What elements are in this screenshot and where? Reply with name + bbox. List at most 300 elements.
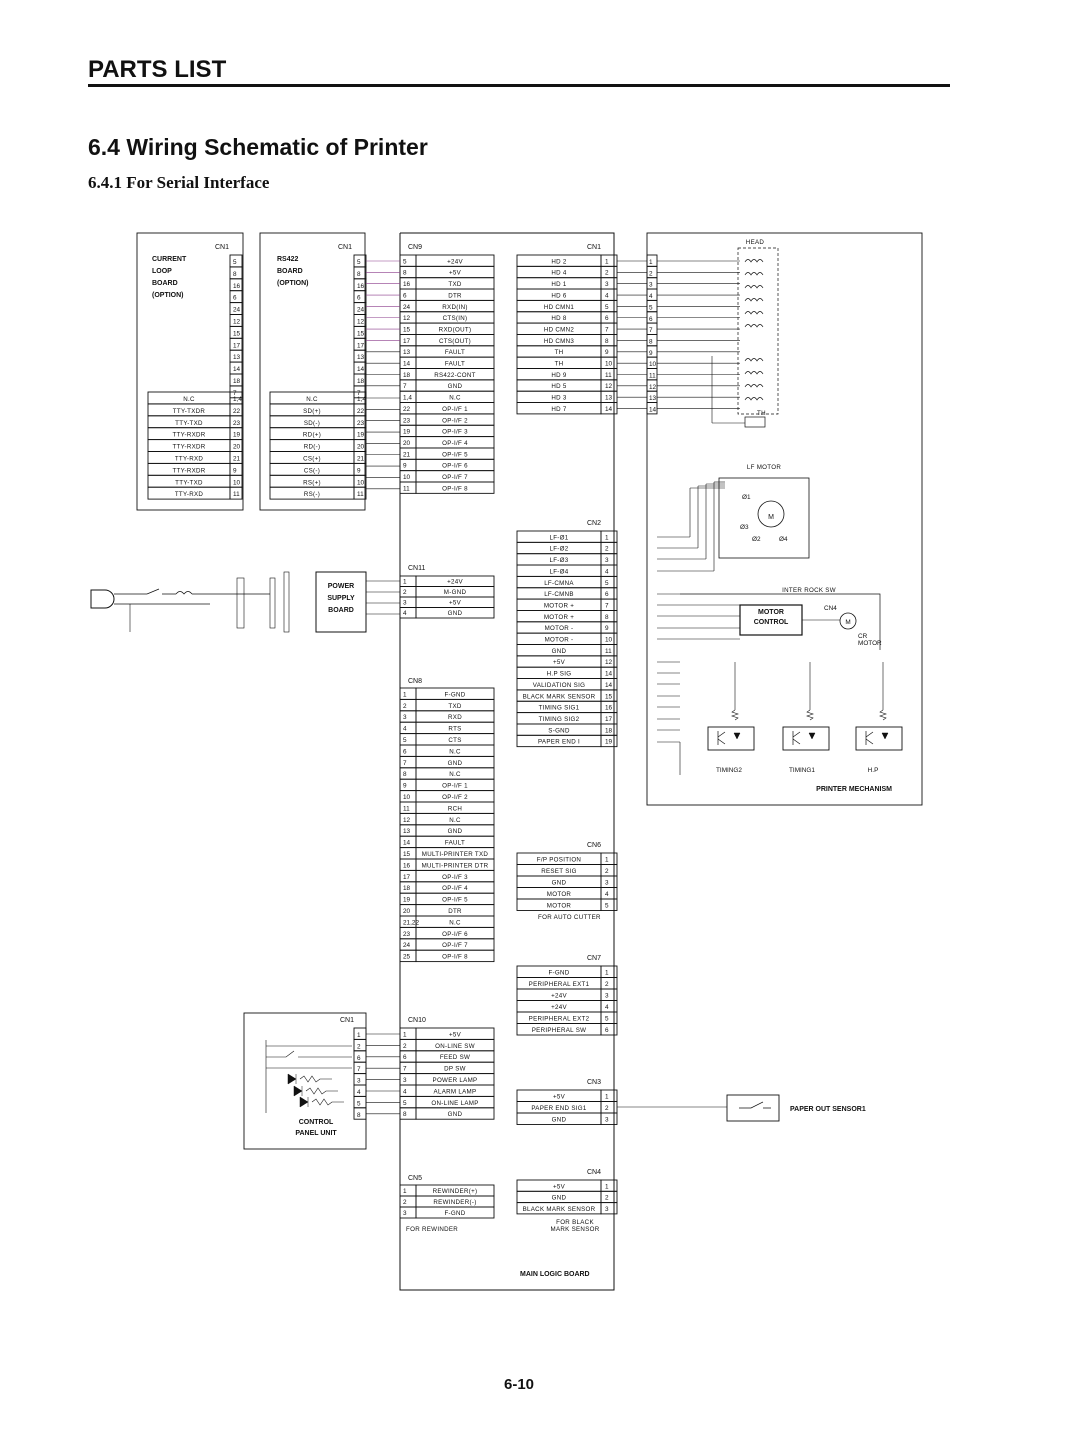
pin-number: 13 xyxy=(403,828,411,836)
pin-number: 10 xyxy=(403,794,411,801)
signal-label: M-GND xyxy=(443,589,467,596)
pin-cell xyxy=(601,1024,617,1036)
pin-cell xyxy=(601,334,617,345)
rs422-cn1-label: CN1 xyxy=(338,244,353,251)
signal-label: OP-I/F 7 xyxy=(442,474,468,481)
pin-number: 5 xyxy=(233,259,237,266)
pin-number: 21 xyxy=(357,455,365,463)
signal-label: F-GND xyxy=(444,1210,466,1217)
pin-number: 19 xyxy=(403,428,411,436)
control-panel-label: PANEL UNIT xyxy=(295,1130,337,1137)
pin-number: 1 xyxy=(403,691,407,699)
pin-cell xyxy=(601,346,617,357)
pin-number: 12 xyxy=(233,318,241,326)
signal-label: VALIDATION SIG xyxy=(532,681,586,689)
signal-label: MOTOR - xyxy=(544,636,574,644)
pin-number: 14 xyxy=(605,670,613,678)
pin-number: 4 xyxy=(649,293,653,301)
printer-mechanism-outline xyxy=(647,233,922,805)
heating-element xyxy=(745,398,763,401)
signal-label: HD 9 xyxy=(551,371,567,379)
signal-label: +5V xyxy=(448,599,462,607)
signal-label: MULTI-PRINTER DTR xyxy=(421,862,489,870)
cr-motor-label: CR xyxy=(858,633,868,640)
pin-number: 9 xyxy=(649,349,653,357)
signal-label: POWER LAMP xyxy=(432,1077,478,1084)
signal-label: F/P POSITION xyxy=(536,856,582,864)
signal-label: N.C xyxy=(183,396,195,403)
lf-motor-box xyxy=(719,478,809,558)
signal-label: FAULT xyxy=(444,360,466,368)
power-supply-label: SUPPLY xyxy=(327,595,355,602)
signal-label: RCH xyxy=(447,805,463,813)
pin-number: 7 xyxy=(403,759,407,767)
signal-label: MOTOR + xyxy=(543,602,575,610)
pin-number: 18 xyxy=(403,371,411,379)
signal-label: DTR xyxy=(448,292,462,300)
pin-number: 18 xyxy=(605,727,613,735)
pin-number: 6 xyxy=(605,1027,609,1034)
signal-label: HD 5 xyxy=(551,383,567,391)
pin-cell xyxy=(601,1102,617,1114)
pin-number: 7 xyxy=(357,389,361,397)
signal-label: SD(-) xyxy=(303,419,321,427)
cn4-note: FOR BLACK xyxy=(556,1219,594,1226)
motor-control-label: CONTROL xyxy=(753,619,789,626)
signal-label: HD 6 xyxy=(551,292,567,300)
pin-number: 24 xyxy=(233,306,241,314)
pin-number: 10 xyxy=(605,360,613,368)
pin-number: 14 xyxy=(605,681,613,689)
signal-label: RD(-) xyxy=(303,443,321,451)
power-supply-board xyxy=(316,572,366,632)
pin-number: 2 xyxy=(605,868,609,875)
head-dashed-box xyxy=(738,248,778,414)
pin-cell xyxy=(601,1001,617,1013)
signal-label: RTS xyxy=(448,725,462,733)
power-supply-label: BOARD xyxy=(328,607,354,614)
pin-number: 7 xyxy=(403,1065,407,1073)
pin-number: 8 xyxy=(605,337,609,345)
cr-cn4-label: CN4 xyxy=(824,605,837,612)
signal-label: LF-CMNB xyxy=(544,591,574,599)
signal-label: GND xyxy=(551,647,567,655)
current-loop-board-label: (OPTION) xyxy=(152,292,184,299)
pin-number: 2 xyxy=(605,269,609,277)
pin-number: 4 xyxy=(605,568,609,576)
pin-number: 19 xyxy=(403,896,411,904)
timing1-label: TIMING1 xyxy=(789,767,815,774)
pin-cell xyxy=(601,888,617,900)
signal-label: H.P SIG xyxy=(546,670,572,678)
signal-label: PAPER END SIG1 xyxy=(531,1105,587,1112)
pin-number: 12 xyxy=(605,659,613,667)
section-header: PARTS LIST xyxy=(88,56,227,83)
pin-number: 2 xyxy=(649,270,653,278)
pin-number: 14 xyxy=(233,366,241,374)
pin-number: 20 xyxy=(403,908,411,915)
signal-label: OP-I/F 3 xyxy=(442,428,468,436)
pin-number: 5 xyxy=(403,737,407,744)
signal-label: PERIPHERAL EXT2 xyxy=(528,1015,590,1023)
signal-label: +24V xyxy=(551,992,567,1000)
switch-symbol xyxy=(739,1102,771,1108)
pin-number: 9 xyxy=(403,782,407,790)
pin-number: 13 xyxy=(605,394,613,402)
pin-number: 21 xyxy=(403,451,411,459)
pin-number: 6 xyxy=(403,748,407,756)
fuse-symbol xyxy=(176,592,192,595)
signal-label: RS(-) xyxy=(303,491,321,499)
pin-number: 10 xyxy=(357,479,365,487)
page-number: 6-10 xyxy=(504,1376,535,1393)
filter-capacitor xyxy=(237,578,244,628)
signal-label: RXD(IN) xyxy=(442,303,468,311)
signal-label: OP-I/F 8 xyxy=(442,485,468,493)
pin-number: 17 xyxy=(403,337,411,345)
signal-label: N.C xyxy=(449,816,461,824)
pin-cell xyxy=(601,599,617,610)
signal-label: OP-I/F 5 xyxy=(442,451,468,459)
pin-cell xyxy=(601,565,617,576)
signal-label: PERIPHERAL EXT1 xyxy=(528,981,590,988)
pin-number: 3 xyxy=(605,1205,609,1213)
signal-label: TTY-TXDR xyxy=(172,407,206,415)
signal-label: RXD xyxy=(448,714,462,722)
pin-number: 5 xyxy=(649,304,653,312)
pin-number: 4 xyxy=(403,1088,407,1096)
led-symbol xyxy=(882,733,888,739)
photo-interrupter xyxy=(856,727,902,750)
pin-number: 8 xyxy=(357,270,361,278)
cn7-label: CN7 xyxy=(587,955,602,962)
pin-number: 9 xyxy=(233,467,237,475)
pin-number: 11 xyxy=(403,485,410,493)
pin-number: 6 xyxy=(357,294,361,302)
pin-number: 16 xyxy=(233,282,241,290)
rs422-board-label: (OPTION) xyxy=(277,280,309,287)
pin-number: 14 xyxy=(403,839,411,847)
heating-element xyxy=(745,312,763,315)
heating-element xyxy=(745,299,763,302)
pin-number: 9 xyxy=(403,462,407,470)
heating-element xyxy=(745,273,763,276)
signal-label: N.C xyxy=(449,771,461,779)
signal-label: OP-I/F 1 xyxy=(442,405,468,413)
page-subtitle: 6.4.1 For Serial Interface xyxy=(88,173,270,192)
signal-label: RXD(OUT) xyxy=(438,326,472,334)
signal-label: +5V xyxy=(552,659,566,667)
cn2-label: CN2 xyxy=(587,520,602,527)
pin-number: 7 xyxy=(233,389,237,397)
current-loop-cn1-label: CN1 xyxy=(215,244,230,251)
signal-label: TTY-RXDR xyxy=(172,443,206,451)
pin-cell xyxy=(601,554,617,565)
cn8-label: CN8 xyxy=(408,678,423,685)
signal-label: RS422-CONT xyxy=(434,371,476,379)
lamp-resistor-symbol xyxy=(306,1088,338,1094)
pin-number: 7 xyxy=(357,1066,361,1074)
pin-cell xyxy=(601,865,617,877)
pin-number: 11 xyxy=(605,371,612,379)
signal-label: ON-LINE LAMP xyxy=(431,1099,479,1107)
signal-label: REWINDER(-) xyxy=(433,1199,477,1206)
pin-number: 6 xyxy=(357,1054,361,1062)
pin-number: 4 xyxy=(605,891,609,898)
pin-cell xyxy=(601,899,617,911)
lf-motor-label: LF MOTOR xyxy=(746,464,782,471)
pin-number: 12 xyxy=(357,318,365,326)
pin-number: 5 xyxy=(605,579,609,587)
pin-cell xyxy=(601,300,617,311)
pin-number: 3 xyxy=(605,557,609,565)
pin-number: 10 xyxy=(605,636,613,644)
pin-number: 6 xyxy=(605,591,609,599)
heating-element xyxy=(745,325,763,328)
pin-cell xyxy=(601,622,617,633)
ac-plug-symbol xyxy=(91,590,114,608)
signal-label: TIMING SIG1 xyxy=(538,704,580,712)
signal-label: GND xyxy=(551,1116,567,1124)
pin-number: 3 xyxy=(649,281,653,289)
pin-number: 18 xyxy=(357,378,365,385)
signal-label: OP-I/F 3 xyxy=(442,873,468,881)
signal-label: N.C xyxy=(449,748,461,756)
signal-label: CTS xyxy=(448,737,462,744)
signal-label: LF-Ø4 xyxy=(549,568,569,576)
cn11-label: CN11 xyxy=(408,565,426,572)
signal-label: CS(+) xyxy=(303,455,321,463)
interlock-switch-label: INTER ROCK SW xyxy=(782,587,836,594)
cn10-label: CN10 xyxy=(408,1017,426,1024)
signal-label: HD 2 xyxy=(551,258,567,266)
led-symbol xyxy=(734,733,740,739)
pin-number: 7 xyxy=(649,327,653,335)
signal-label: ON-LINE SW xyxy=(435,1042,475,1050)
signal-label: MOTOR xyxy=(546,902,572,910)
lamp-led-symbol xyxy=(300,1097,308,1107)
pin-number: 1 xyxy=(605,258,609,266)
lamp-resistor-symbol xyxy=(300,1076,332,1082)
signal-label: PERIPHERAL SW xyxy=(531,1027,587,1034)
pin-number: 18 xyxy=(233,378,241,385)
signal-label: REWINDER(+) xyxy=(432,1188,478,1195)
pin-number: 2 xyxy=(403,1199,407,1206)
signal-label: HD 1 xyxy=(551,281,567,289)
heating-element xyxy=(745,372,763,375)
heating-element xyxy=(745,359,763,362)
pin-number: 23 xyxy=(233,419,241,427)
pin-number: 11 xyxy=(605,647,612,655)
cn6-note: FOR AUTO CUTTER xyxy=(538,914,601,921)
transformer-core xyxy=(270,578,275,628)
pin-cell xyxy=(601,989,617,1001)
pin-cell xyxy=(601,531,617,542)
pin-cell xyxy=(601,1203,617,1214)
signal-label: OP-I/F 7 xyxy=(442,942,468,950)
pin-number: 1 xyxy=(605,1093,609,1101)
pin-number: 3 xyxy=(403,1210,407,1217)
pin-number: 6 xyxy=(403,292,407,300)
pin-number: 12 xyxy=(403,315,411,323)
pin-number: 15 xyxy=(233,330,241,338)
pin-number: 17 xyxy=(403,873,411,881)
pin-number: 10 xyxy=(649,361,657,369)
pin-number: 8 xyxy=(403,1111,407,1119)
signal-label: GND xyxy=(551,1194,567,1202)
signal-label: CTS(OUT) xyxy=(439,337,471,345)
pin-number: 7 xyxy=(605,602,609,610)
motor-control-label: MOTOR xyxy=(758,609,784,616)
control-panel-label: CONTROL xyxy=(298,1119,334,1126)
pin-number: 1,4 xyxy=(233,396,242,403)
pin-number: 6 xyxy=(605,315,609,323)
heating-element xyxy=(745,385,763,388)
pin-number: 3 xyxy=(605,879,609,887)
pin-number: 1 xyxy=(605,856,609,864)
signal-label: ALARM LAMP xyxy=(433,1088,477,1096)
signal-label: HD CMN3 xyxy=(543,337,575,345)
paper-out-sensor-box xyxy=(727,1095,779,1121)
signal-label: RS(+) xyxy=(303,479,321,487)
signal-label: HD 4 xyxy=(551,269,567,277)
pin-number: 5 xyxy=(605,902,609,910)
signal-label: TXD xyxy=(448,702,462,710)
pin-number: 8 xyxy=(403,269,407,277)
signal-label: +5V xyxy=(448,1031,462,1039)
signal-label: N.C xyxy=(449,394,461,402)
pin-number: 8 xyxy=(403,771,407,779)
pin-cell xyxy=(601,278,617,289)
signal-label: RD(+) xyxy=(302,431,322,439)
pin-cell xyxy=(601,588,617,599)
pin-number: 14 xyxy=(357,366,365,374)
signal-label: DTR xyxy=(448,908,462,915)
pin-number: 2 xyxy=(605,1194,609,1202)
signal-label: HD CMN2 xyxy=(543,326,575,334)
pin-number: 6 xyxy=(403,1054,407,1062)
pin-number: 15 xyxy=(357,330,365,338)
pin-number: 13 xyxy=(403,349,411,357)
pin-number: 23 xyxy=(403,417,411,425)
pin-number: 12 xyxy=(403,816,411,824)
pin-cell xyxy=(601,876,617,888)
pin-number: 2 xyxy=(605,1105,609,1112)
signal-label: LF-Ø1 xyxy=(549,534,569,542)
pin-cell xyxy=(601,542,617,553)
pin-number: 2 xyxy=(403,1042,407,1050)
pin-number: 8 xyxy=(605,613,609,621)
pin-number: 1,4 xyxy=(357,396,366,403)
pin-number: 1 xyxy=(605,534,609,542)
pin-number: 3 xyxy=(357,1077,361,1085)
pin-number: 5 xyxy=(357,259,361,266)
signal-label: TTY-RXD xyxy=(174,455,204,463)
hp-label: H.P xyxy=(867,767,879,774)
head-label: HEAD xyxy=(745,239,765,246)
control-panel-unit xyxy=(244,1013,366,1149)
pin-number: 1 xyxy=(605,1183,609,1191)
pin-number: 21 xyxy=(233,455,241,463)
phase-2-label: Ø2 xyxy=(752,536,761,543)
pin-number: 15 xyxy=(403,851,411,858)
thermistor-symbol xyxy=(745,417,765,427)
signal-label: +24V xyxy=(551,1004,567,1011)
pin-number: 4 xyxy=(357,1089,361,1096)
pin-cell xyxy=(601,576,617,587)
pin-number: 16 xyxy=(403,862,411,870)
pin-cell xyxy=(601,323,617,334)
signal-label: TTY-RXDR xyxy=(172,431,206,439)
pin-number: 15 xyxy=(403,326,411,334)
pin-number: 11 xyxy=(357,491,364,499)
pin-cell xyxy=(601,1113,617,1125)
signal-label: OP-I/F 1 xyxy=(442,782,468,790)
current-loop-board-label: LOOP xyxy=(152,268,172,275)
cn4-note: MARK SENSOR xyxy=(550,1226,600,1233)
pin-number: 20 xyxy=(403,439,411,447)
pin-cell xyxy=(601,853,617,865)
signal-label: GND xyxy=(447,1111,463,1119)
pin-number: 14 xyxy=(649,406,657,414)
pin-number: 12 xyxy=(649,383,657,391)
signal-label: LF-CMNA xyxy=(544,579,574,587)
pin-number: 3 xyxy=(605,281,609,289)
pin-cell xyxy=(601,312,617,323)
pin-number: 19 xyxy=(357,431,365,439)
signal-label: TH xyxy=(554,360,564,368)
signal-label: GND xyxy=(447,383,463,391)
signal-label: OP-I/F 6 xyxy=(442,930,468,938)
pin-number: 17 xyxy=(605,715,613,723)
rs422-board-label: RS422 xyxy=(277,256,299,263)
pin-number: 17 xyxy=(357,342,365,350)
heating-element xyxy=(745,286,763,289)
main-logic-board-label: MAIN LOGIC BOARD xyxy=(520,1271,590,1278)
cn9-label: CN9 xyxy=(408,244,423,251)
signal-label: N.C xyxy=(449,919,461,927)
signal-label: HD 3 xyxy=(551,394,567,402)
resistor-symbol xyxy=(880,710,886,720)
pin-number: 5 xyxy=(605,1015,609,1023)
cn3-label: CN3 xyxy=(587,1079,602,1086)
signal-label: HD 8 xyxy=(551,315,567,323)
pin-number: 4 xyxy=(403,725,407,733)
pin-number: 1 xyxy=(649,259,653,266)
signal-label: CS(-) xyxy=(303,467,321,475)
pin-number: 18 xyxy=(403,885,411,893)
pin-number: 13 xyxy=(649,395,657,403)
cn4-label: CN4 xyxy=(587,1169,602,1176)
pin-cell xyxy=(601,610,617,621)
signal-label: BLACK MARK SENSOR xyxy=(522,693,596,701)
pin-number: 5 xyxy=(403,1099,407,1107)
pin-number: 3 xyxy=(605,1116,609,1124)
signal-label: BLACK MARK SENSOR xyxy=(522,1205,596,1213)
pin-cell xyxy=(601,1191,617,1202)
pin-number: 22 xyxy=(403,405,411,413)
resistor-symbol xyxy=(807,710,813,720)
signal-label: TTY-TXD xyxy=(175,479,203,487)
signal-label: TTY-RXDR xyxy=(172,467,206,475)
pin-number: 5 xyxy=(605,303,609,311)
power-supply-label: POWER xyxy=(327,583,355,590)
pin-cell xyxy=(601,978,617,990)
signal-label: GND xyxy=(551,879,567,887)
signal-label: TIMING SIG2 xyxy=(538,715,580,723)
printer-mechanism-label: PRINTER MECHANISM xyxy=(816,786,892,793)
signal-label: HD CMN1 xyxy=(543,303,575,311)
